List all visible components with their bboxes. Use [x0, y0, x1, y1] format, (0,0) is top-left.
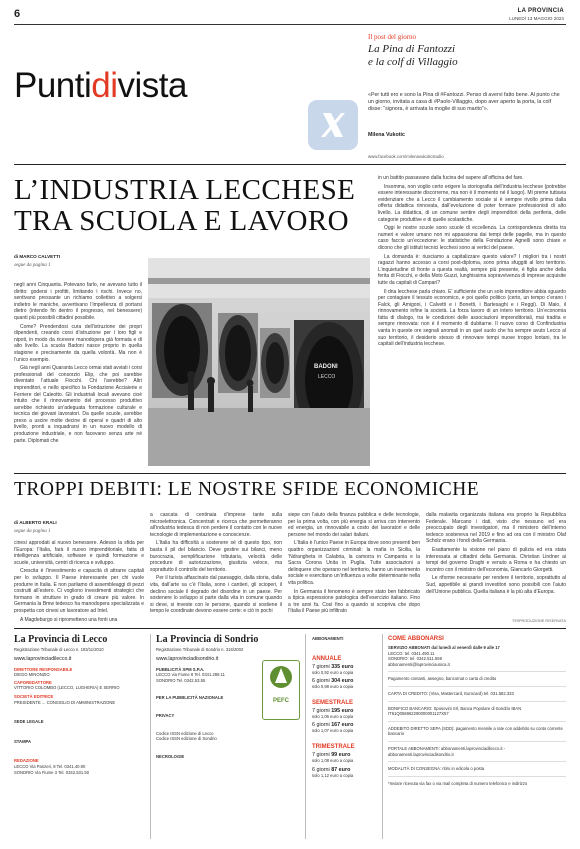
article2-col2-p3: Per il turista affascinato dal paesaggio, dalla storia, dalla vita, dall’arte sa c’è l’Italia, sono i cantieri, gli scioperi, il declino sociale il degrado del disordine in un paese. Per sostenere lo sviluppo si parte dalla vita in comune quando si deve, si investe con le persone, quando si sostiene il tempo le coordinate devono essere certe: e ciò in pochi	[150, 575, 282, 615]
footer-lecco-item: CAPOREDATTORE	[14, 679, 52, 685]
article1-col2	[378, 175, 566, 467]
how-title: COME ABBONARSI	[388, 636, 444, 642]
post-title-1: La Pina di Fantozzi	[368, 43, 456, 55]
article2-col4	[426, 512, 566, 618]
footer-lecco-title: La Provincia di Lecco	[14, 634, 108, 645]
page-date: LUNEDÌ 13 MAGGIO 2024	[509, 16, 564, 21]
subs-plan-period: 6 giorni	[312, 678, 330, 685]
subs-semestrale: SEMESTRALE	[312, 699, 354, 706]
footer-sondrio-item: PER LA PUBBLICITÀ NAZIONALE	[156, 695, 224, 701]
masthead-small: LA PROVINCIA	[517, 8, 564, 14]
post-url: www.facebook.com/milenavukoticstudio	[368, 154, 444, 159]
how-rule	[388, 701, 566, 702]
subs-annuale: ANNUALE	[312, 655, 342, 662]
subs-plan-note: solo 0,92 euro a copia	[312, 669, 354, 675]
article2-col3-p2: L’Italia è l’unico Paese in Europa dove sono presenti ben quattro organizzazioni criminali: la mafia in Sicilia, la ’Ndrangheta in Calabria, la camorra in Campania e la Sacra Corona Unita in Puglia. Tutte associazioni a delinquere che operano nel territorio, hanno un inserimento sociale e esercitano un’influenza a volte determinante nella vita politica.	[288, 540, 420, 586]
footer-lecco-item: PRESIDENTE ... CONSIGLIO DI AMMINISTRAZIONE	[14, 699, 116, 705]
how-modalita: MODALITÀ DI CONSEGNA: ritiro in edicola o posta	[388, 766, 485, 772]
how-service: SERVIZIO ABBONATI dal lunedì al venerdì dalle 9 alle 17	[388, 645, 500, 650]
section-title	[14, 66, 187, 106]
subs-plan-note: solo 1,06 euro a copia	[312, 713, 354, 719]
photo-label-badoni: BADONI	[314, 364, 338, 370]
footer-lecco	[14, 634, 146, 775]
how-sondrio-phone: SONDRIO: tel. 0342.511.559	[388, 656, 442, 662]
subs-label: ABBONAMENTI	[312, 636, 344, 641]
article1-headline	[14, 175, 355, 237]
article2-headline: TROPPI DEBITI: LE NOSTRE SFIDE ECONOMICHE	[14, 479, 480, 500]
subs-plan-note: solo 0,98 euro a copia	[312, 684, 354, 690]
article2-col1-p2: Crescita è l’investimento e capacità di attrarre capitali per lo sviluppo. Il Paese interessante per chi vuole produrre in Italia. E non parliamo di assembleaggi di pezzi costruiti all’estero. Ci vogliono investimenti strategici che formano in strutture in grado di creare più valore. In Germania la Bmw tedesco ha manodopera specializzata e prospetta con cinesi un lavoratore ad Intel.	[14, 568, 144, 614]
footer-lecco-item: SONDRIO Via Fiume 3 Tel. 0342.531.50	[14, 769, 90, 775]
how-payment: Pagamento contanti, assegno, bancomat o carta di credito	[388, 676, 497, 682]
footer-sondrio-item: LECCO via Fiume 8 Tel. 0341.288.11	[156, 672, 225, 678]
article2-col4-p1: dalla malavita organizzata italiana era proprio la Repubblica Federale. Marcano i dati, visto che nessuno ed era preoccupato degli investigatori, ma il ministero dell’interno tedesco sosteneva nel 2019 e fino ad ora con il ministro Olaf Scholz erano i fondi della Germania.	[426, 512, 566, 545]
footer-lecco-item: REDAZIONE	[14, 758, 39, 764]
article2-col3-p1: siepe con l’aiuto della finanza pubblica e delle tecnologie, per la prima volta, con più energia si arriva con intervento ed energia, un rinnovabile a costo dei lavoratori e delle persone nel mondo dei salari italiani.	[288, 512, 420, 538]
how-card: CARTA DI CREDITO: (Visa, Mastercard, Eurocard) tel. 031.582.333	[388, 690, 514, 696]
post-title-2: e la colf di Villaggio	[368, 56, 458, 68]
footer-sondrio-items	[156, 667, 256, 760]
subs-plan-price: 167 euro	[331, 722, 354, 729]
article2-col1-p1: cinesi approdati al nuovo benessere. Adesso la sfida per l’Europa: l’Italia, farà il nuovo imprenditoriale, fatta di intelligenza artificiale, software e quindi formazione e scuole, università, centri di ricerca e sviluppo.	[14, 540, 144, 566]
how-rule	[388, 721, 566, 722]
article1-col2-p5: Il dna lecchese parla chiaro. E’ sufficiente che un solo imprenditore abbia sguardo per contagiare il tessuto economico, e poi quello politico (certo, un tempo c’erano i Falck, gli Amigoni, i Calvetti e i Bonetti, i Bartesaghi e i Reggi). Di Maio, il rinnovamento infine la società. La forza lavoro di un intero territorio. Un’economia fatta di dialogo, tra le condizioni delle associazioni imprenditoriali, mai tradita e sempre rinnovata: non è il momento di dubitarne. Il nuovo corso di Confindustria vanta in queste ore segnali anomali in un quel suolo che ha sempre avuto Lecco al suo territorio, il desiderio stesso di rinnovare tempi nuove troppo lontani, tra le capitali dell’industria lecchese.	[378, 288, 566, 348]
how-lecco-phone: LECCO: tel. 0341.490.11	[388, 650, 435, 656]
article1-col2-p4: La domanda è: riusciamo a capitalizzare questo valore? I migliori tra i nostri ragazzi hanno accesso a corsi post-diploma, sono prima sfuggiti al loro territorio. L’inquietudine di fronte a questa realtà, sempre più presente, è figlia anche della ferita di Fiocchi, e della Moto Guzzi, lunghissima sopravvivenza di imprese acquisite tutte da capitali di Campari?	[378, 253, 566, 286]
footer-lecco-item: LECCO Via Panzeri, 8 Tel. 0341.40.90	[14, 763, 86, 769]
post-quote: «Per tutti ero e sono la Pina di #Fantozzi. Penso di avervi fatto bene. Al punto che un giorno, invitata a casa di #Paolo-Villaggio, dopo aver aperto la porta, la colf disse: “signora, è arrivata la moglie di suo marito”».	[368, 92, 560, 112]
article1-headline-line2: TRA SCUOLA E LAVORO	[14, 205, 349, 237]
how-bonifico: BONIFICO BANCARIO: Sposovini Srl, Banca Popolare di Sondrio IBAN IT61Q056962290000001127X57	[388, 705, 522, 717]
subs-plan-price: 304 euro	[331, 678, 354, 685]
how-email[interactable]: abbonamenti@laprovinciaunica.it	[388, 661, 450, 667]
article1-headline-line1: L’INDUSTRIA LECCHESE	[14, 174, 356, 206]
article2-col1	[14, 540, 144, 624]
subs-plan-period: 7 giorni	[312, 663, 330, 670]
pefc-logo-icon	[262, 660, 300, 720]
x-logo-icon	[308, 100, 358, 150]
footer-lecco-item: VITTORIO COLOMBO (LECCO, LUGHERIA) E SERRIO	[14, 685, 120, 691]
header-rule	[14, 24, 566, 25]
article1-col2-p3: Oggi le nostre scuole sono scuole di eccellenza. La corrispondenza diretta tra numeri e valore umano non mi appassiona dai tempi delle pagelle, ma in questo caso faccio un’eccezione: le statistiche della Fondazione Agnelli sono chiare e dicono che gli istituti tecnici lecchesi sono ai vertici del paese.	[378, 225, 566, 251]
footer-sondrio-item: Codice ISSN edizione di Sondrio	[156, 736, 217, 742]
subs-plan-period: 7 giorni	[312, 707, 330, 714]
article1-col1	[14, 282, 142, 467]
section-title-c: vista	[117, 66, 187, 105]
how-portale[interactable]: PORTALE ABBONAMENTI: abbonamenti.laprovinciadilecco.it - abbonamenti.laprovinciadisondrio.it	[388, 745, 506, 757]
article1-col2-p2: Insomma, non voglio certo erigere la storiografia dell’industria lecchese (potrebbe essere interessante discorrerne, ma non è il momento né il luogo). Mi preme tuttavia evidenziare che a Lecco il cambiamento sociale si è sempre rivolto prima dalla offerta didattica rinnovata, dall’evoluzione di poter formare professionisti di alto livello. La didattica, di un comune sentire degli imprenditori della periferia, delle categorie produttive e di quelle scolastiche.	[378, 183, 566, 223]
subs-plan-period: 7 giorni	[312, 751, 330, 758]
section-title-a: Punti	[14, 66, 92, 105]
footer-sondrio-item: PUBBLICITÀ SPM S.P.A.	[156, 666, 205, 672]
top-section-rule	[14, 164, 566, 165]
footer-sondrio-item: PRIVACY	[156, 712, 175, 718]
footer-lecco-address: Registrazione Tribunale di Lecco n. 193/11/2010	[14, 647, 104, 652]
footer-sondrio-website[interactable]: www.laprovinciadisondrio.it	[156, 655, 219, 662]
footer-divider-3	[382, 634, 383, 839]
how-rule	[388, 741, 566, 742]
subs-plan-price: 195 euro	[331, 707, 354, 714]
article2-col3	[288, 512, 420, 624]
footer-lecco-item: SEDE LEGALE	[14, 719, 44, 725]
article2-signoff: ©RIPRODUZIONE RISERVATA	[512, 619, 566, 623]
footer-sondrio-item: SONDRIO Tel. 0342.53.55	[156, 677, 206, 683]
how-rule	[388, 671, 566, 672]
footer-lecco-item: DIEGO MINONZIO	[14, 672, 50, 678]
subs-plan-note: solo 1,07 euro a copia	[312, 728, 354, 734]
article2-col2-p2: L’Italia ha difficoltà a sostenere sé di questo tipo, non basta il pil del bilancio. Deve gestire sui bilanci, meno burocrazia, semplificazione tributaria, velocità delle procedure di autorizzazione, giustizia veloce, ma soprattutto il controllo del territorio.	[150, 540, 282, 573]
footer-rule	[14, 628, 566, 629]
post-kicker: Il post del giorno	[368, 33, 417, 41]
subs-plan-price: 335 euro	[331, 663, 354, 670]
footer-lecco-item: DIRETTORE RESPONSABILE	[14, 666, 73, 672]
footer-sondrio-item: NECROLOGIE	[156, 753, 185, 759]
page-number: 6	[14, 8, 21, 20]
article2-col2-p1: a cascata di centinaia d’imprese tante sulla microelettronica. Concentrati e ricerca che permetteranno all’industria tedesca di non perdere il contatto con le nuove tecnologie di implementazione e conoscenze.	[150, 512, 282, 538]
article2-col4-p3: Le riforme necessarie per rendere il territorio, soprattutto al Sud, appetibile ai grandi investitori sono possibili con l’aiuto dell’Unione pubblica. Quella italiana è la più alta d’Europa.	[426, 575, 566, 595]
article2-follow: segue da pagina 1	[14, 529, 51, 534]
footer-lecco-item: SOCIETÀ EDITRICE	[14, 693, 54, 699]
article2-col3-p3: In Germania il fenomeno è sempre stato ben fabbricato a tipica espressione patologica dell’esercizio italiano. Fino a tre anni fa. Così fino a quando si scopriva che dopo l’Italia il Paese più infiltrato	[288, 588, 420, 615]
article2-col4-p2: Esattamente la visione nel piano di pulizia ed era stata interessata ai cittadini della Germania. Christian Lindner ai tempi del governo Draghi e venuto a Roma e ha chiesto un incontro con il ministro dell’economia, Giancarlo Giorgetti.	[426, 546, 566, 573]
footer-lecco-item: STAMPA	[14, 738, 32, 744]
footer-sondrio-address: Registrazione Tribunale di Sondrio n. 316/2002	[156, 647, 244, 652]
article1-col2-p1: in un battito passavano dalla fucina del sapere all’officina del fare.	[378, 175, 524, 181]
photo-label-lecco: LECCO	[318, 374, 336, 380]
subs-plan-price: 99 euro	[331, 751, 351, 758]
how-note: *Inviare ricevuta via fax o via mail completa di numero telefonico e indirizzo	[388, 780, 528, 786]
article1-col1-p1: negli anni Cinquanta. Potevano farlo, ne avevano tutto il diritto: godersi i profitti, limitando i rischi. Invece no, sentivano pressante un richiamo collettivo a volgersi indietro le maniche, avvertivano l’impellenza di portarsi dietro (intendo fin dentro il progresso, nel benessere) quanti più possibili cittadini possibile.	[14, 282, 142, 321]
article2-byline: di ALBERTO KRALI	[14, 520, 57, 525]
post-author: Milena Vukotic	[368, 132, 405, 138]
subs-trimestrale: TRIMESTRALE	[312, 743, 355, 750]
mid-rule	[14, 473, 566, 474]
article1-col1-p2: Come? Prendendosi cura dell’istruzione dei propri dipendenti, creando corsi d’istruzione per i loro figli e nipoti, in modo da ricevere manodopera già formata e di alto livello. La scuola Badoni nasce proprio in quella stagione e precisamente da quella volontà. Ma non è l’unico esempio.	[14, 323, 142, 363]
footer-lecco-items	[14, 667, 146, 776]
pefc-label: PEFC	[272, 698, 289, 704]
factory-photo	[148, 258, 370, 466]
article1-byline: di MARCO CALVETTI	[14, 254, 61, 259]
article2-col2	[150, 512, 282, 624]
footer-sondrio-title: La Provincia di Sondrio	[156, 634, 259, 645]
subs-plan-note: solo 1,08 euro a copia	[312, 757, 354, 763]
subs-plan-period: 6 giorni	[312, 722, 330, 729]
footer-divider-1	[150, 634, 151, 839]
footer-lecco-website[interactable]: www.laprovinciadilecco.it	[14, 655, 72, 662]
how-rule	[388, 761, 566, 762]
subs-plan-period: 6 giorni	[312, 766, 330, 773]
section-title-b: di	[91, 66, 118, 105]
subscriptions	[312, 636, 378, 778]
subs-plan-note: solo 1,12 euro a copia	[312, 772, 354, 778]
article1-follow: segue da pagina 1	[14, 263, 51, 268]
article1-col1-p3: Già negli anni Quaranta Lecco ormai stati avviati i corsi professionali del consorzio Elip, che poi sarebbe diventato l’attuale Fiocchi. Chi l’avrebbe? Altri imprenditori, e nello specifico la Fondazione Acciaierie e Ferriere del Caleotto. Gli industriali locali avevano cioè intuito che il rinnovamento del processo produttivo avrebbe richiesto un’adeguata formazione culturale e tecnica dei giovani lavoratori. Da quelle scuole, avrebbe preso a uscire molte decine di operai e quadri di alto livello, pronti a inquadrarsi in un nuovo modello di produzione industriale, e non facevano senza arte né parte. Diplomati che	[14, 365, 142, 444]
footer-divider-2	[305, 634, 306, 839]
subs-plan-price: 87 euro	[331, 766, 351, 773]
how-sepa: ADDEBITO DIRETTO SEPA (SDD): pagamento mensile a rate con addebito su conto corrente bancario	[388, 725, 563, 737]
how-to-subscribe	[388, 636, 566, 786]
how-rule	[388, 686, 566, 687]
article2-col1-p3: A Magdeburgo si riprometteno una fonti una	[20, 616, 118, 623]
how-rule	[388, 776, 566, 777]
footer-sondrio	[156, 634, 259, 759]
footer-sondrio-item: Codice ISSN edizione di Lecco	[156, 730, 214, 736]
